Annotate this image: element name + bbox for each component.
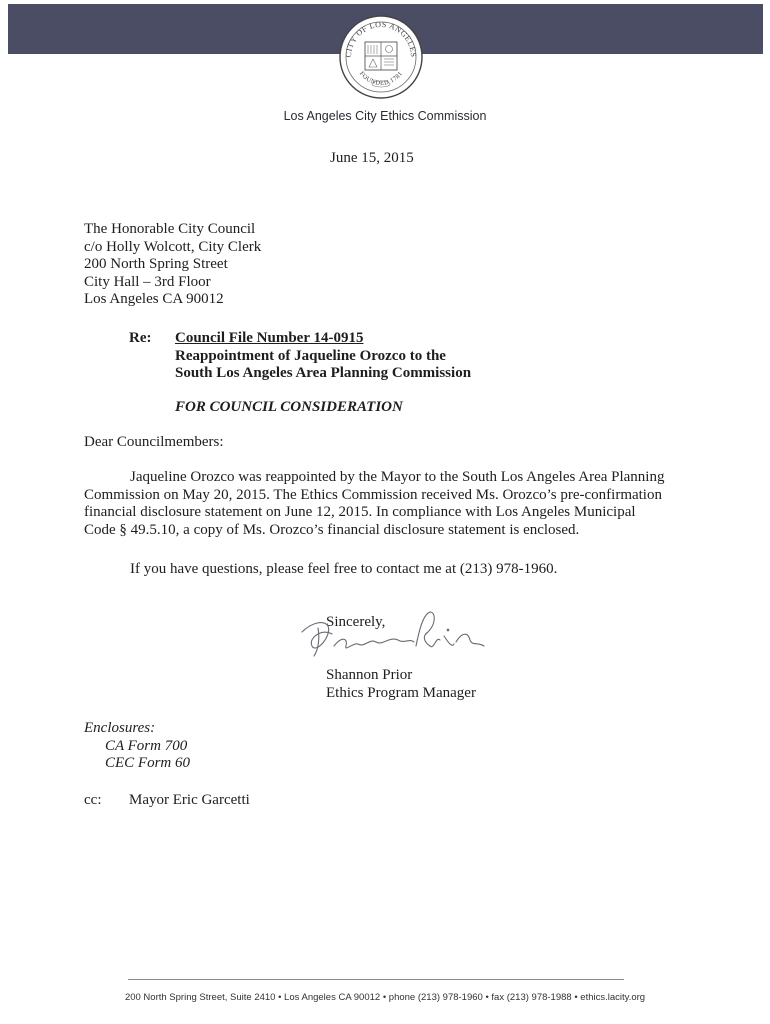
seal-top-text: CITY OF LOS ANGELES (343, 19, 419, 58)
enclosures-label: Enclosures: (84, 720, 156, 736)
signature-block (326, 667, 476, 702)
closing: Sincerely, (326, 614, 386, 630)
enclosure-item: CEC Form 60 (105, 755, 191, 771)
body-line: financial disclosure statement on June 12, 2015. In compliance with Los Angeles Municipal (84, 504, 636, 520)
commission-name: Los Angeles City Ethics Commission (283, 109, 487, 123)
body-paragraph-1 (84, 469, 684, 539)
city-seal-icon (338, 14, 424, 100)
footer-contact: 200 North Spring Street, Suite 2410 • Los Angeles CA 90012 • phone (213) 978-1960 • fax (213) 978-1988 • ethics.lacity.org (124, 992, 646, 1003)
subject-line: Reappointment of Jaqueline Orozco to the (175, 347, 446, 364)
address-line: Los Angeles CA 90012 (84, 291, 224, 307)
subject-line: South Los Angeles Area Planning Commission (175, 365, 472, 381)
subject-label: Re: (129, 330, 152, 346)
signer-name: Shannon Prior (326, 667, 413, 683)
letter-date: June 15, 2015 (330, 150, 414, 166)
body-line: Code § 49.5.10, a copy of Ms. Orozco’s financial disclosure statement is enclosed. (84, 521, 580, 538)
body-paragraph-2: If you have questions, please feel free to contact me at (213) 978-1960. (130, 561, 558, 577)
address-line: 200 North Spring Street (84, 256, 228, 272)
body-line: Jaqueline Orozco was reappointed by the Mayor to the South Los Angeles Area Planning (130, 469, 665, 485)
address-line: c/o Holly Wolcott, City Clerk (84, 238, 262, 255)
footer-divider (128, 979, 624, 980)
cc-label: cc: (84, 792, 102, 808)
salutation: Dear Councilmembers: (84, 434, 224, 450)
council-consideration: FOR COUNCIL CONSIDERATION (175, 399, 403, 415)
seal-bottom-text: FOUNDED 1781 (357, 70, 405, 87)
handwritten-signature (298, 606, 488, 666)
address-line: The Honorable City Council (84, 221, 256, 237)
signer-title: Ethics Program Manager (326, 684, 476, 701)
address-line: City Hall – 3rd Floor (84, 273, 211, 290)
subject-block (175, 330, 471, 383)
enclosures-list (84, 720, 190, 773)
council-file-number: Council File Number 14-0915 (175, 330, 364, 346)
cc-recipient: Mayor Eric Garcetti (129, 792, 250, 808)
body-line: Commission on May 20, 2015. The Ethics Commission received Ms. Orozco’s pre-confirmation (84, 486, 662, 503)
enclosure-item: CA Form 700 (105, 737, 188, 754)
recipient-address (84, 221, 261, 309)
